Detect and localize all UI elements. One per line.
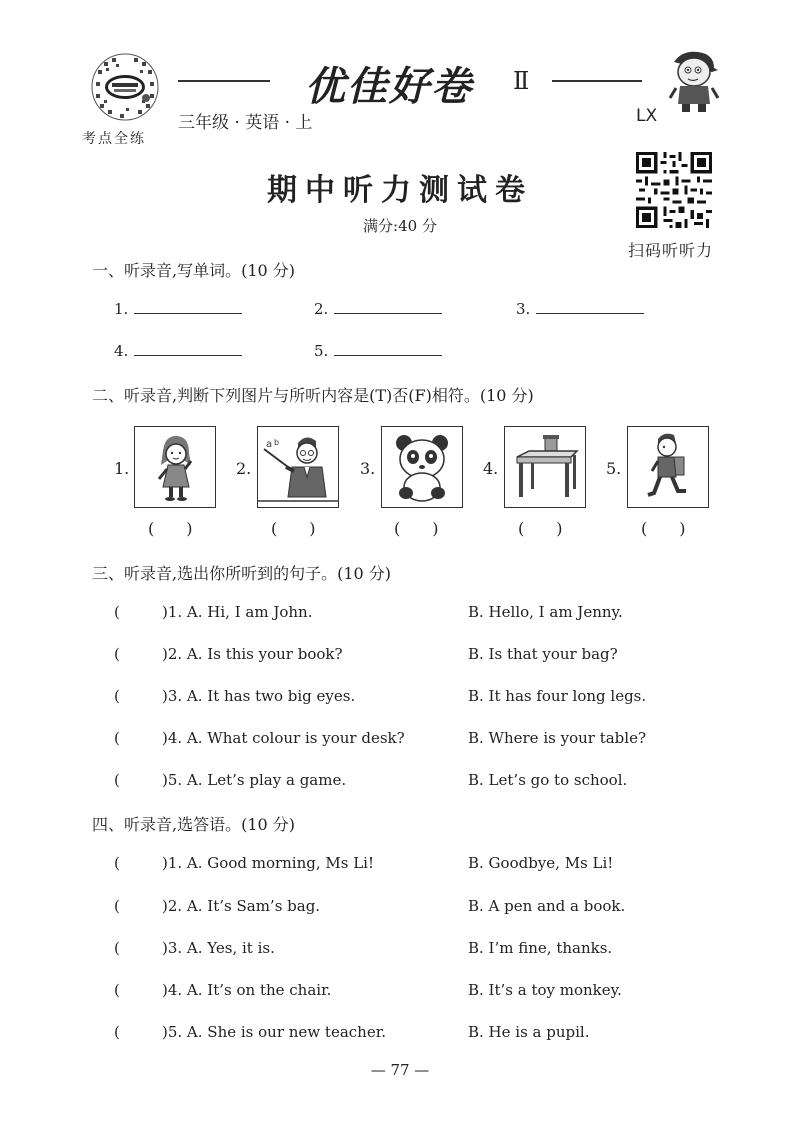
picture-number: 3. <box>360 459 376 478</box>
section2-heading: 二、听录音,判断下列图片与所听内容是(T)否(F)相符。(10 分) <box>92 386 534 405</box>
logo-qr-badge <box>90 52 160 122</box>
option-a: )4. A. What colour is your desk? <box>162 729 405 747</box>
option-a: )2. A. It’s Sam’s bag. <box>162 897 321 915</box>
picture-number: 5. <box>606 459 622 478</box>
option-b: B. Where is your table? <box>468 729 646 747</box>
blank-number: 2. <box>314 300 329 318</box>
qr-caption: 扫码听听力 <box>628 241 714 260</box>
logo-caption: 考点全练 <box>82 131 146 147</box>
page-title: 期中听力测试卷 <box>267 173 533 208</box>
blank-number: 4. <box>114 342 129 360</box>
option-a: )3. A. Yes, it is. <box>162 939 275 957</box>
girl-icon <box>134 426 216 508</box>
answer-paren-open[interactable]: ( <box>114 771 120 789</box>
blank-item[interactable] <box>114 299 242 318</box>
answer-paren-open[interactable]: ( <box>114 1023 120 1041</box>
option-b: B. A pen and a book. <box>468 897 626 915</box>
blank-number: 3. <box>516 300 531 318</box>
answer-paren-open[interactable]: ( <box>114 603 120 621</box>
option-a: )1. A. Good morning, Ms Li! <box>162 854 375 872</box>
picture-number: 4. <box>483 459 499 478</box>
blank-item[interactable] <box>114 341 242 360</box>
edition-code: LX <box>636 106 658 126</box>
blank-item[interactable] <box>516 299 644 318</box>
option-b: B. He is a pupil. <box>468 1023 590 1041</box>
section1-heading: 一、听录音,写单词。(10 分) <box>92 261 296 280</box>
answer-line[interactable] <box>334 299 442 314</box>
blank-number: 5. <box>314 342 329 360</box>
panda-icon <box>381 426 463 508</box>
answer-parentheses[interactable]: ( ) <box>148 519 193 538</box>
answer-paren-open[interactable]: ( <box>114 687 120 705</box>
option-b: B. Goodbye, Ms Li! <box>468 854 614 872</box>
teacher-icon <box>257 426 339 508</box>
answer-parentheses[interactable]: ( ) <box>271 519 316 538</box>
svg-text:a: a <box>266 439 273 450</box>
section3-heading: 三、听录音,选出你所听到的句子。(10 分) <box>92 564 392 583</box>
option-b: B. It’s a toy monkey. <box>468 981 622 999</box>
option-a: )2. A. Is this your book? <box>162 645 343 663</box>
option-b: B. Let’s go to school. <box>468 771 628 789</box>
svg-text:b: b <box>274 438 280 447</box>
answer-parentheses[interactable]: ( ) <box>518 519 563 538</box>
option-b: B. It has four long legs. <box>468 687 647 705</box>
edition-numeral: Ⅱ <box>513 67 530 95</box>
option-a: )1. A. Hi, I am John. <box>162 603 313 621</box>
answer-parentheses[interactable]: ( ) <box>394 519 439 538</box>
brand-logo: 优佳好卷 <box>305 64 473 110</box>
header-rule-left <box>178 80 270 82</box>
qr-code-icon[interactable] <box>636 152 712 228</box>
answer-paren-open[interactable]: ( <box>114 939 120 957</box>
header-rule-right <box>552 80 642 82</box>
answer-parentheses[interactable]: ( ) <box>641 519 686 538</box>
option-a: )5. A. She is our new teacher. <box>162 1023 386 1041</box>
option-b: B. I’m fine, thanks. <box>468 939 613 957</box>
mascot-icon <box>662 48 722 114</box>
full-score: 满分:40 分 <box>363 217 437 235</box>
answer-paren-open[interactable]: ( <box>114 645 120 663</box>
grade-subject: 三年级 · 英语 · 上 <box>178 113 313 133</box>
answer-paren-open[interactable]: ( <box>114 897 120 915</box>
answer-paren-open[interactable]: ( <box>114 729 120 747</box>
option-a: )3. A. It has two big eyes. <box>162 687 356 705</box>
picture-number: 1. <box>114 459 130 478</box>
answer-line[interactable] <box>334 341 442 356</box>
option-a: )4. A. It’s on the chair. <box>162 981 332 999</box>
answer-line[interactable] <box>134 341 242 356</box>
answer-line[interactable] <box>134 299 242 314</box>
blank-item[interactable] <box>314 341 442 360</box>
boy-with-bag-icon <box>627 426 709 508</box>
option-b: B. Is that your bag? <box>468 645 618 663</box>
page-number: — 77 — <box>370 1061 430 1079</box>
picture-number: 2. <box>236 459 252 478</box>
section4-heading: 四、听录音,选答语。(10 分) <box>92 815 296 834</box>
blank-item[interactable] <box>314 299 442 318</box>
answer-paren-open[interactable]: ( <box>114 981 120 999</box>
option-b: B. Hello, I am Jenny. <box>468 603 623 621</box>
option-a: )5. A. Let’s play a game. <box>162 771 347 789</box>
answer-line[interactable] <box>536 299 644 314</box>
answer-paren-open[interactable]: ( <box>114 854 120 872</box>
desk-icon <box>504 426 586 508</box>
blank-number: 1. <box>114 300 129 318</box>
